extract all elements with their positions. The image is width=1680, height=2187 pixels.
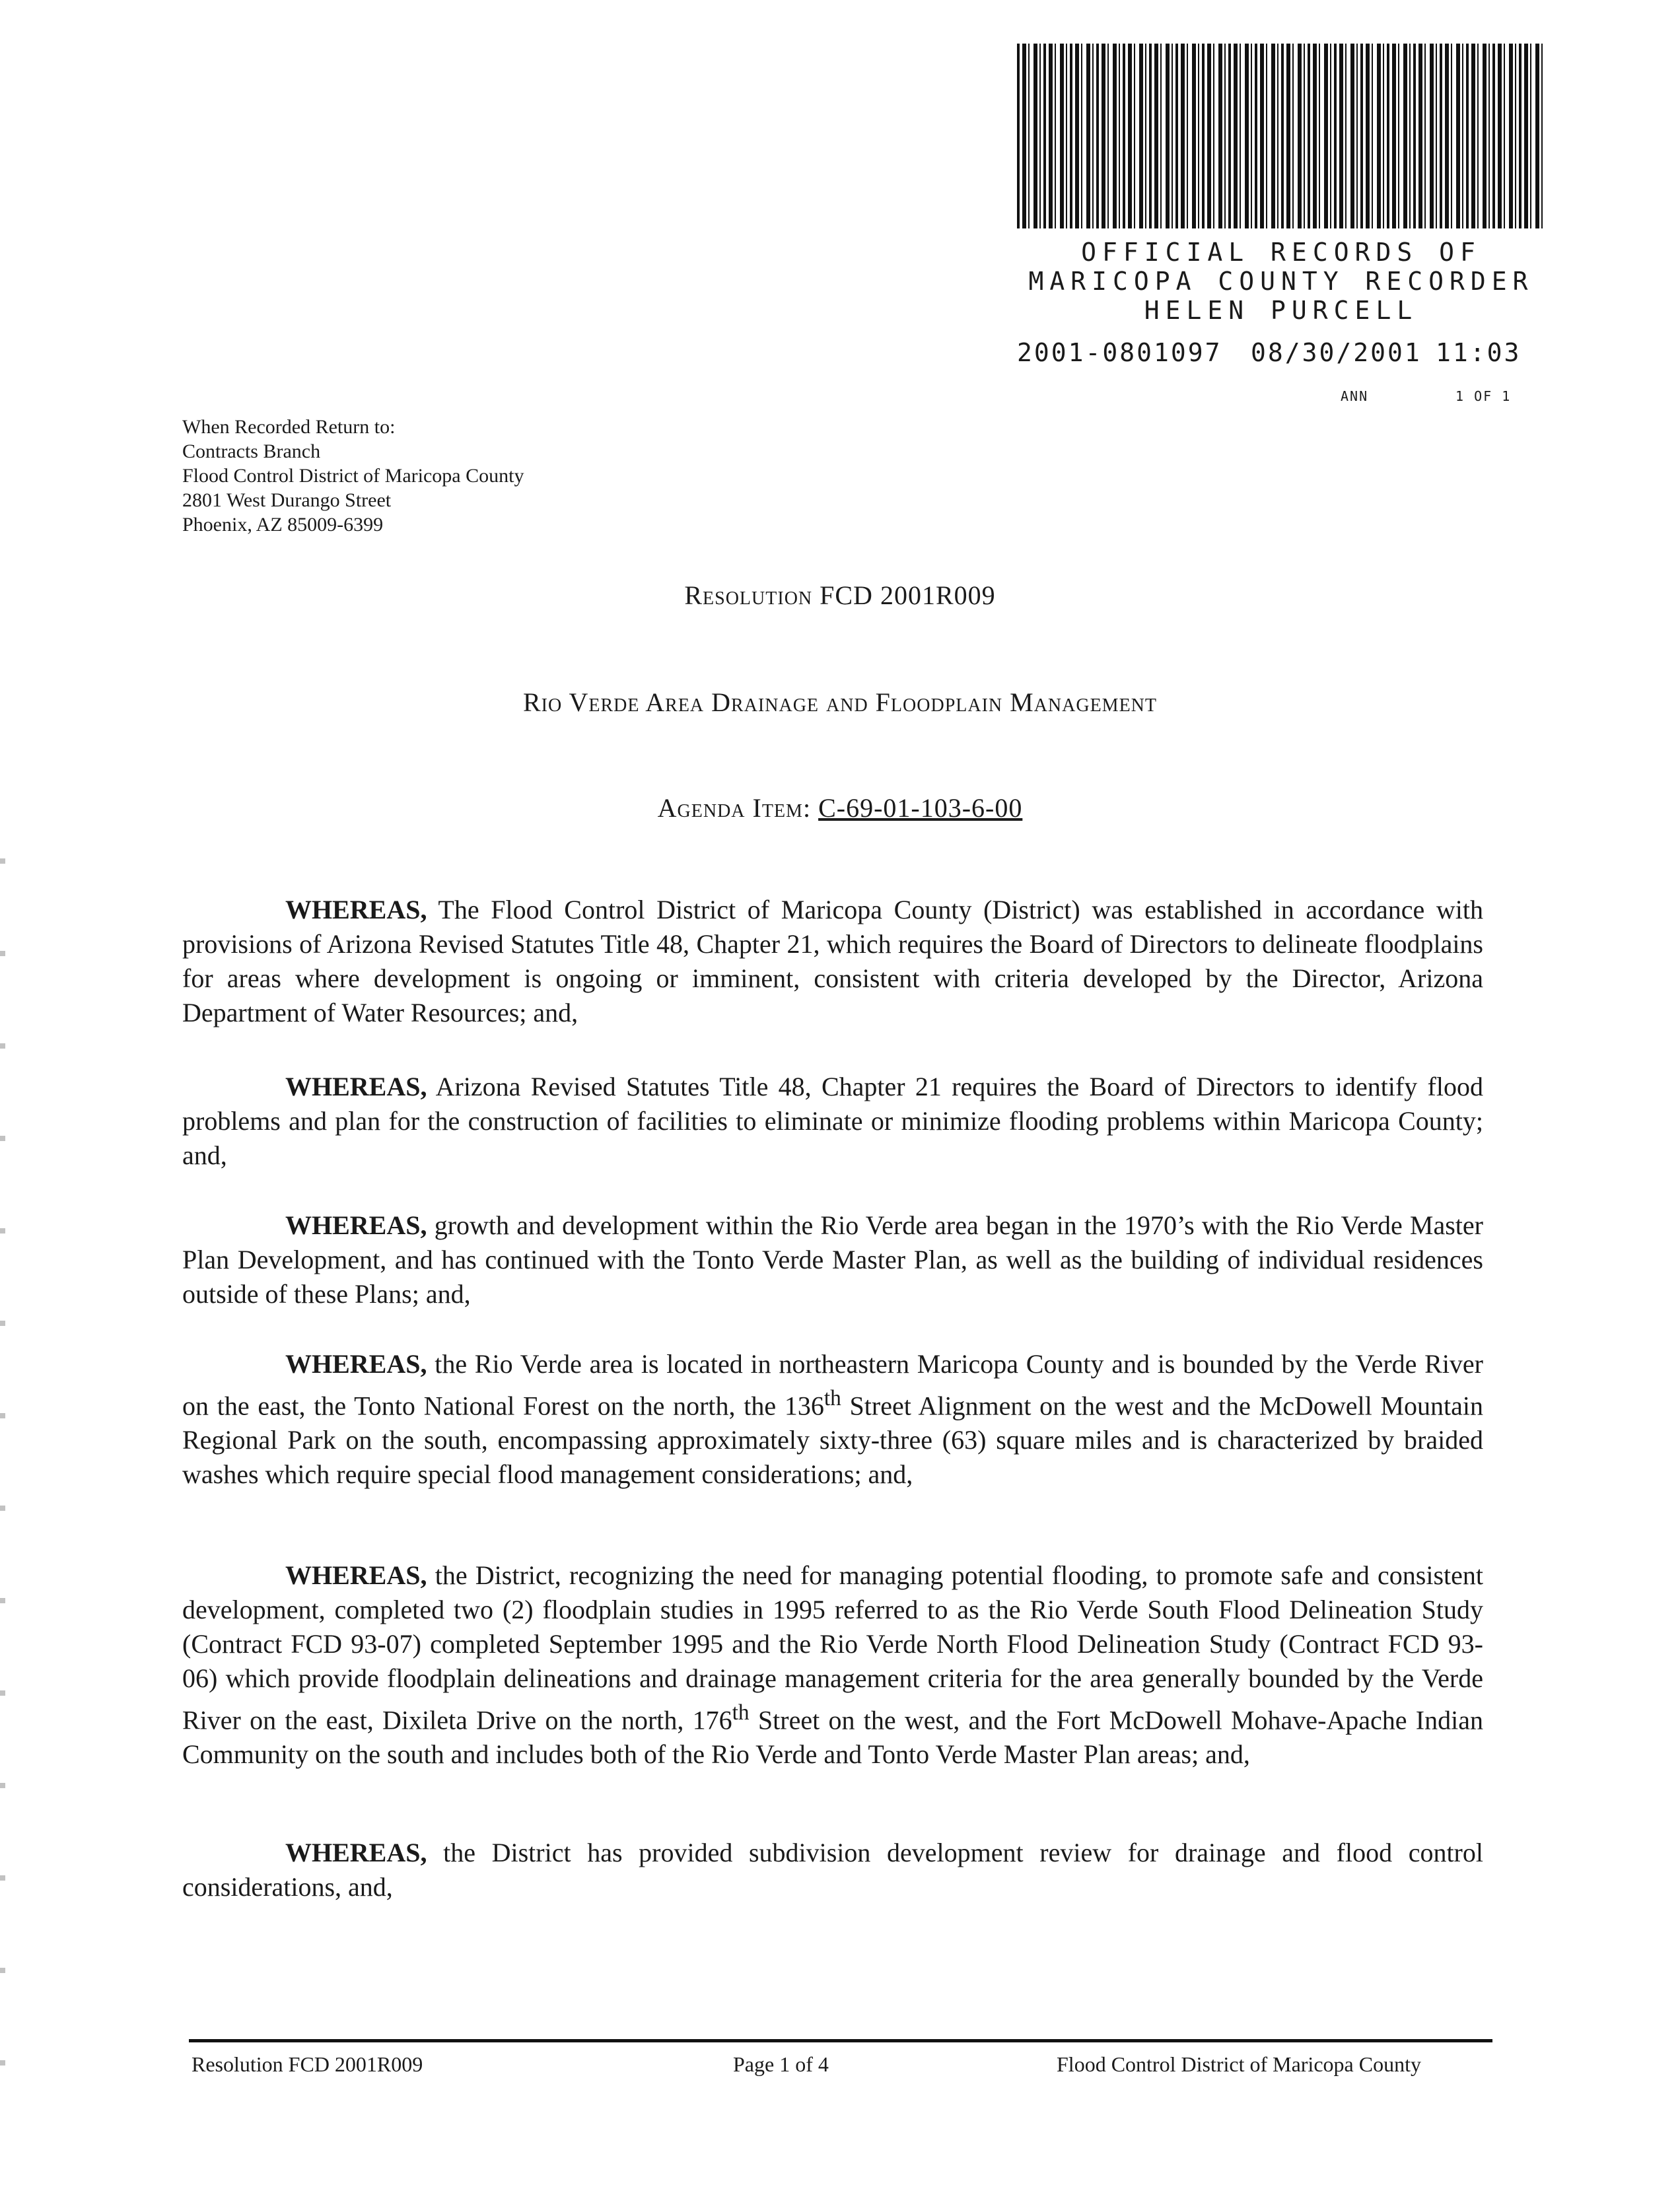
paragraph-text: Street on the west, and the Fort McDowell Mohave-Apache Indian Community on the south and includes both of the Rio Verde and Tonto Verde Master Plan areas; and, bbox=[182, 1705, 1483, 1770]
agenda-item-code: C-69-01-103-6-00 bbox=[818, 793, 1023, 823]
paragraph-text: Arizona Revised Statutes Title 48, Chapter 21 requires the Board of Directors to identify flood problems and plan for the construction of facilities to eliminate or minimize flooding problems within Maricopa County; and, bbox=[182, 1072, 1483, 1170]
whereas-paragraph-5 bbox=[182, 1558, 1483, 1772]
whereas-lead: WHEREAS, bbox=[285, 895, 427, 924]
footer-rule bbox=[189, 2039, 1492, 2042]
return-to-street: 2801 West Durango Street bbox=[182, 489, 392, 511]
record-date: 08/30/2001 bbox=[1251, 338, 1422, 367]
recorder-line-2: MARICOPA COUNTY RECORDER bbox=[1028, 267, 1534, 296]
resolution-subject-text: Rio Verde Area Drainage and Floodplain Management bbox=[522, 687, 1158, 717]
record-number: 2001-0801097 bbox=[1017, 338, 1222, 367]
paragraph-text: the Rio Verde area is located in northeastern Maricopa County and is bounded by the Verde River on the east, the Tonto National Forest on the north, the 136 bbox=[182, 1349, 1483, 1421]
recorder-stamp bbox=[991, 238, 1572, 325]
recording-barcode bbox=[1017, 44, 1545, 228]
return-to-organization: Flood Control District of Maricopa County bbox=[182, 465, 524, 487]
record-pages: 1 OF 1 bbox=[1455, 388, 1512, 404]
whereas-lead: WHEREAS, bbox=[285, 1072, 427, 1101]
whereas-paragraph-4 bbox=[182, 1347, 1483, 1492]
footer-page-number: Page 1 of 4 bbox=[733, 2052, 829, 2076]
ordinal-suffix: th bbox=[732, 1700, 750, 1725]
scan-margin-marks bbox=[0, 858, 5, 2113]
return-to-city: Phoenix, AZ 85009-6399 bbox=[182, 514, 384, 536]
resolution-title bbox=[0, 580, 1680, 611]
whereas-paragraph-6 bbox=[182, 1836, 1483, 1904]
whereas-lead: WHEREAS, bbox=[285, 1349, 427, 1379]
footer-left: Resolution FCD 2001R009 bbox=[192, 2052, 423, 2076]
return-to-label: When Recorded Return to: bbox=[182, 416, 396, 438]
whereas-paragraph-1 bbox=[182, 893, 1483, 1030]
paragraph-text: Street Alignment on the west and the McDowell Mountain Regional Park on the south, encompassing approximately sixty-three (63) square miles and is characterized by braided washes which require special flood management considerations; and, bbox=[182, 1391, 1483, 1490]
resolution-title-text: Resolution FCD 2001R009 bbox=[684, 580, 996, 610]
whereas-lead: WHEREAS, bbox=[285, 1210, 427, 1240]
whereas-lead: WHEREAS, bbox=[285, 1838, 427, 1867]
paragraph-text: The Flood Control District of Maricopa County (District) was established in accordance with provisions of Arizona Revised Statutes Title 48, Chapter 21, which requires the Board of Directors to delineate floodplains for areas where development is ongoing or imminent, consistent with criteria developed by the Director, Arizona Department of Water Resources; and, bbox=[182, 895, 1483, 1027]
return-address-block bbox=[182, 415, 524, 537]
agenda-item-label: Agenda Item: bbox=[657, 793, 812, 823]
resolution-subject bbox=[0, 687, 1680, 718]
return-to-branch: Contracts Branch bbox=[182, 440, 321, 462]
whereas-paragraph-2 bbox=[182, 1070, 1483, 1173]
whereas-lead: WHEREAS, bbox=[285, 1560, 427, 1590]
paragraph-text: growth and development within the Rio Verde area began in the 1970’s with the Rio Verde Master Plan Development, and has continued with the Tonto Verde Master Plan, as well as the building of individual residences outside of these Plans; and, bbox=[182, 1210, 1483, 1309]
whereas-paragraph-3 bbox=[182, 1208, 1483, 1311]
paragraph-text: the District has provided subdivision development review for drainage and flood control considerations, and, bbox=[182, 1838, 1483, 1902]
record-time: 11:03 bbox=[1436, 338, 1522, 367]
footer-right: Flood Control District of Maricopa County bbox=[1057, 2052, 1421, 2076]
paragraph-text: the District, recognizing the need for managing potential flooding, to promote safe and consistent development, completed two (2) floodplain studies in 1995 referred to as the Rio Verde South Flood Delineation Study (Contract FCD 93-07) completed September 1995 and the Rio Verde North Flood Delineation Study (Contract FCD 93-06) which provide floodplain delineations and drainage management criteria for the area generally bounded by the Verde River on the east, Dixileta Drive on the north, 176 bbox=[182, 1560, 1483, 1735]
ordinal-suffix: th bbox=[823, 1386, 841, 1410]
recorder-line-1: OFFICIAL RECORDS OF bbox=[1081, 238, 1481, 267]
record-clerk: ANN bbox=[1341, 388, 1369, 404]
agenda-item bbox=[0, 792, 1680, 823]
recorder-line-3: HELEN PURCELL bbox=[1144, 296, 1418, 325]
